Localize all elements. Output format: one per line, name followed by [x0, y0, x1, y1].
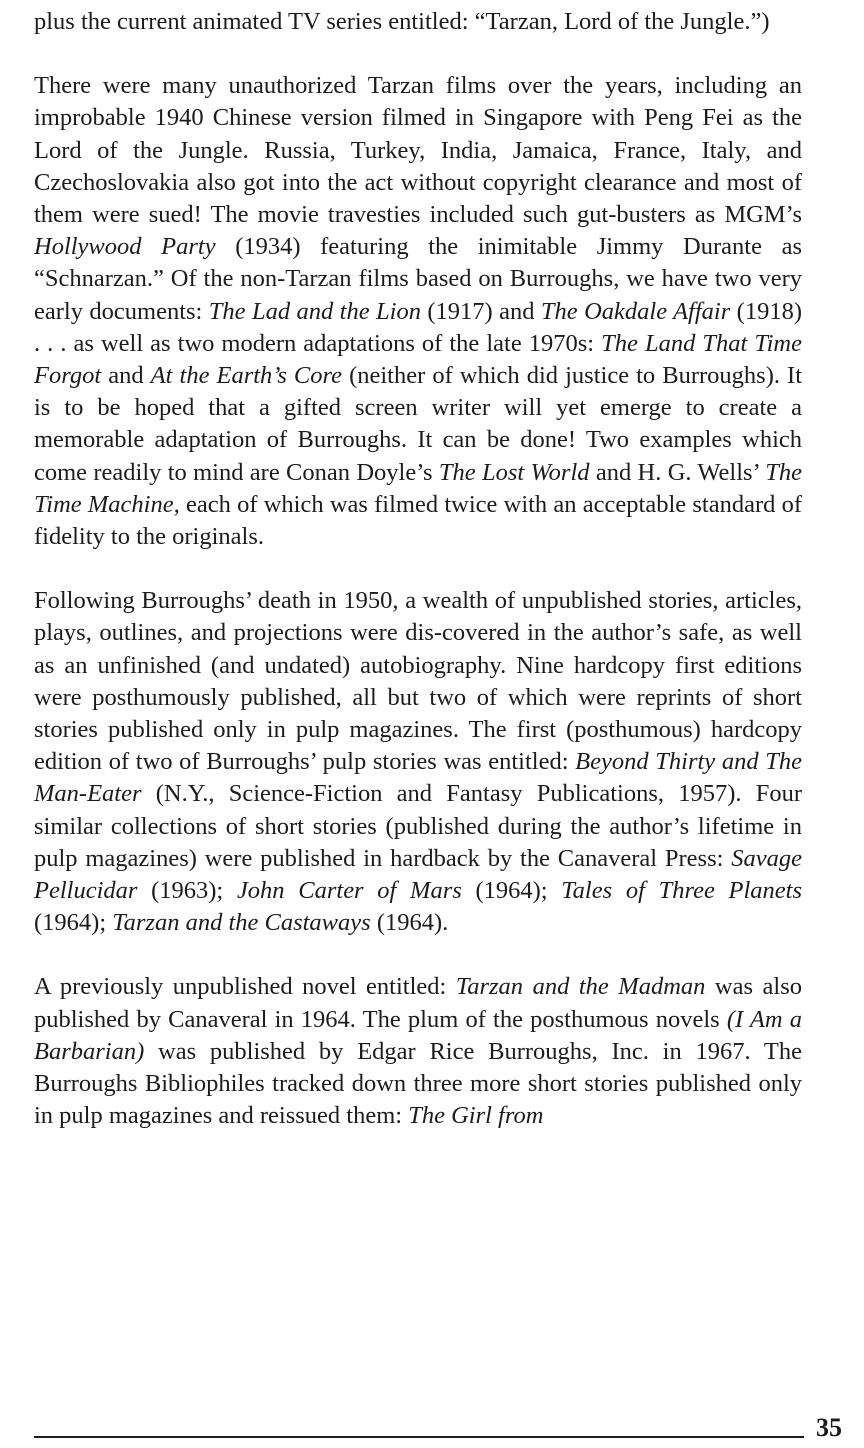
text-run: was published by Edgar Rice Burroughs, Inc. in 1967. The Burroughs Bibliophiles tracked down three more short stories published only in pulp magazines and reissued them: — [34, 1037, 802, 1130]
text-run: and H. G. Wells’ — [589, 458, 766, 486]
italic-title: The Lad and the Lion — [208, 297, 421, 325]
italic-title: Tarzan and the Madman — [455, 973, 706, 1001]
paragraph-1 — [34, 6, 802, 38]
text-run: Following Burroughs’ death in 1950, a wealth of unpublished stories, articles, plays, outlines, and projections were dis-covered in the author’s safe, as well as an unfinished (and undated) autobiography. Nine hardcopy first editions were posthumously published, all but two of which were reprints of short stories published only in pulp magazines. The first (posthumous) hardcopy edition of two of Burroughs’ pulp stories was entitled: — [34, 587, 802, 776]
text-run: each of which was filmed twice with an acceptable standard of fidelity to the originals. — [34, 490, 802, 551]
text-run: (1964); — [461, 877, 562, 905]
text-run: (1917) and — [420, 297, 541, 325]
italic-title: Beyond Thirty and The Man-Eater — [34, 748, 802, 808]
paragraph-2 — [34, 70, 802, 553]
italic-title: John Carter of Mars — [236, 877, 462, 905]
italic-title: Tarzan and the Castaways — [112, 909, 371, 937]
text-run: (1964). — [370, 909, 449, 937]
text-run: and — [101, 362, 151, 390]
italic-title: The Time Machine, — [34, 458, 802, 518]
text-run: (1963); — [137, 877, 237, 905]
italic-title: The Lost World — [438, 458, 590, 486]
footer-rule — [34, 1436, 804, 1438]
italic-title: The Land That Time Forgot — [34, 329, 802, 390]
text-run: (1934) featuring the inimitable Jimmy Durante as “Schnarzan.” Of the non-Tarzan films based on Burroughs, we have two very early documents: — [34, 233, 802, 325]
text-run: There were many unauthorized Tarzan films over the years, including an improbable 1940 Chinese version filmed in Singapore with Peng Fei as the Lord of the Jungle. Russia, Turkey, India, Jamaica, France, Italy, and Czechoslovakia also got into the act without copyright clearance and most of them were sued! The movie travesties included such gut-busters as MGM’s — [34, 72, 802, 229]
paragraph-4 — [34, 971, 802, 1132]
italic-title: Hollywood Party — [34, 233, 216, 261]
text-run: A previously unpublished novel entitled: — [34, 973, 456, 1001]
italic-title: (I Am a Barbarian) — [34, 1005, 802, 1065]
text-run: plus the current animated TV series entitled: “Tarzan, Lord of the Jungle.”) — [34, 8, 770, 35]
italic-title: Tales of Three Planets — [561, 877, 803, 905]
text-run: (1964); — [34, 909, 113, 937]
italic-title: The Girl from — [408, 1102, 544, 1130]
italic-title: At the Earth’s Core — [150, 362, 343, 390]
text-run: (neither of which did justice to Burroughs). It is to be hoped that a gifted screen writer will yet emerge to create a memorable adaptation of Burroughs. It can be done! Two examples which come readily to mind are Conan Doyle’s — [34, 362, 803, 486]
text-run: (1918) . . . as well as two modern adaptations of the late 1970s: — [34, 297, 802, 357]
page-number: 35 — [816, 1413, 842, 1442]
body-text — [34, 6, 802, 1133]
italic-title: The Oakdale Affair — [540, 297, 731, 325]
italic-title: Savage Pellucidar — [34, 844, 802, 905]
text-run: (N.Y., Science-Fiction and Fantasy Publications, 1957). Four similar collections of short stories (published during the author’s lifetime in pulp magazines) were published in hardback by the Canaveral Press: — [34, 780, 802, 872]
paragraph-3 — [34, 585, 802, 939]
text-run: was also published by Canaveral in 1964. The plum of the posthumous novels — [34, 973, 802, 1033]
